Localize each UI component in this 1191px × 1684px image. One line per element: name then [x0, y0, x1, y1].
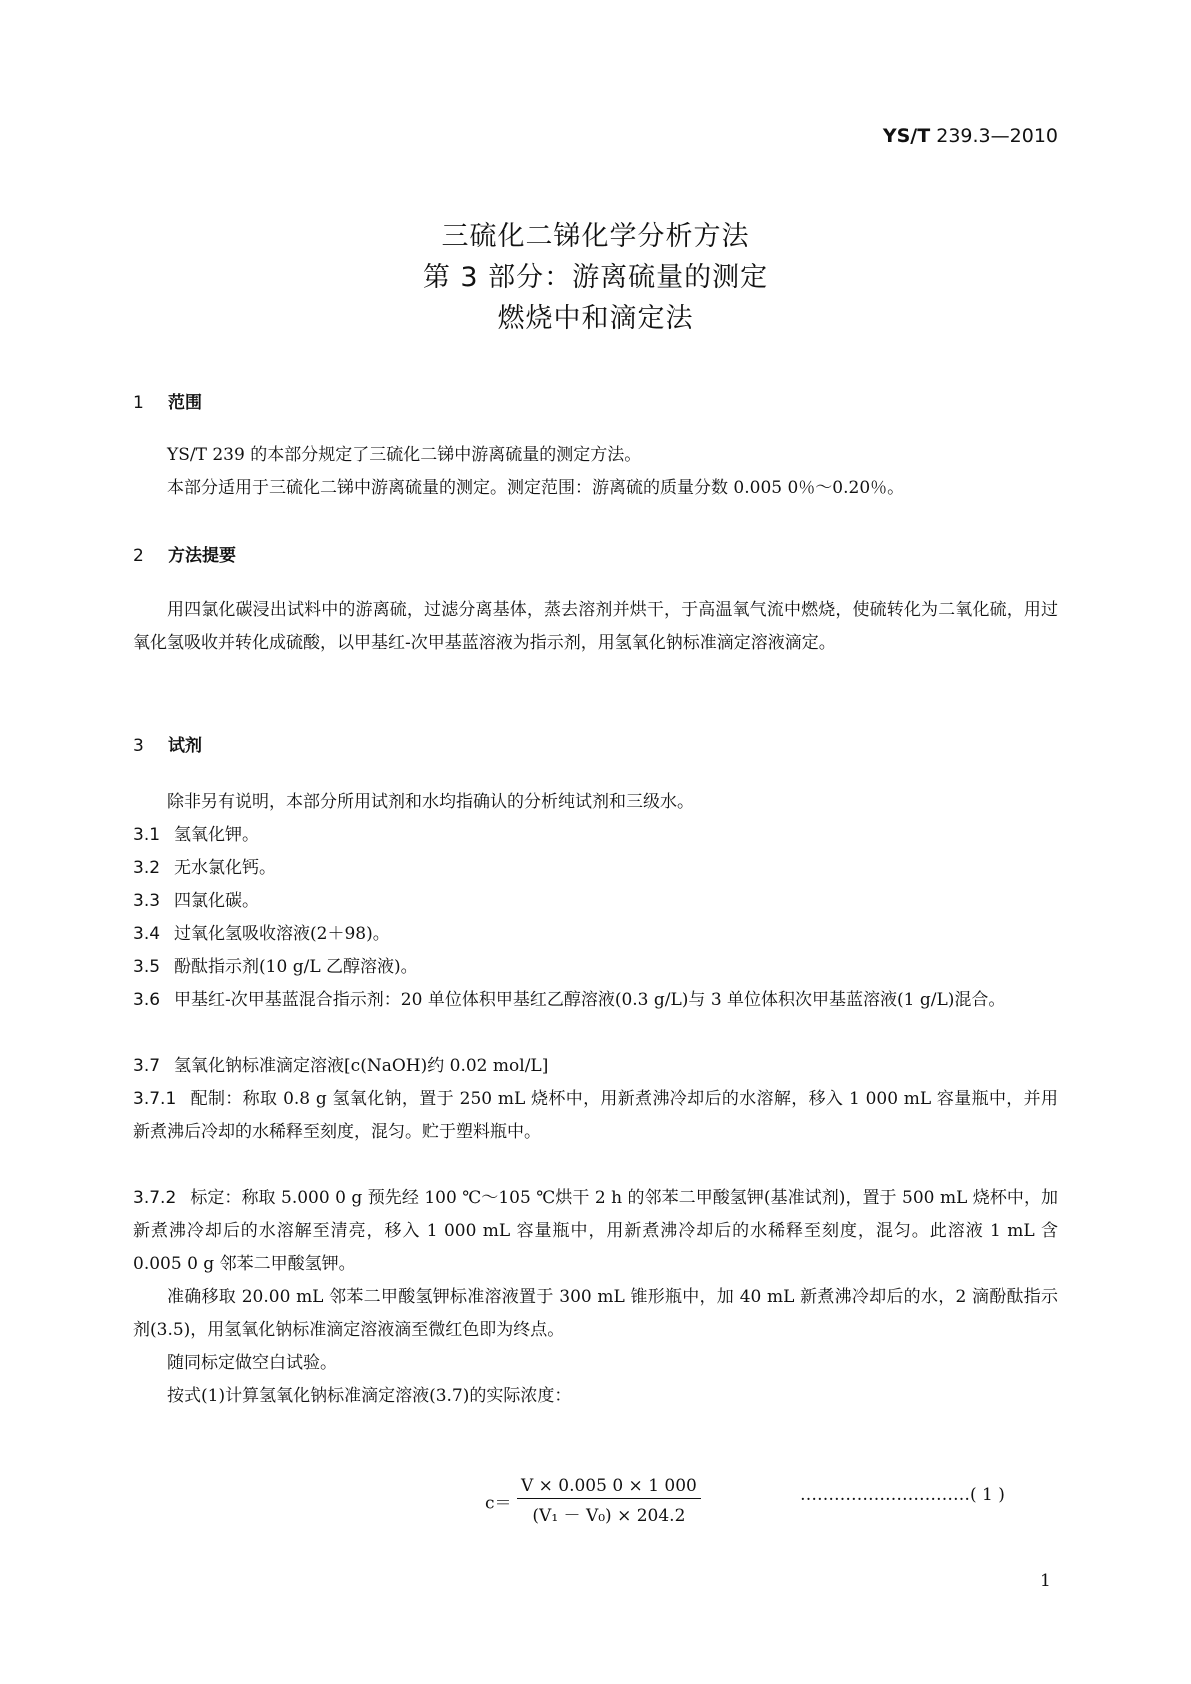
section-heading-reagents — [133, 731, 202, 756]
reagents-intro: 除非另有说明，本部分所用试剂和水均指确认的分析纯试剂和三级水。 — [167, 792, 694, 812]
scope-paragraph-1: YS/T 239 的本部分规定了三硫化二锑中游离硫量的测定方法。 — [167, 445, 642, 465]
standard-number — [0, 125, 1058, 147]
section-number: 2 — [133, 546, 144, 566]
clause-text: 无水氯化钙。 — [174, 858, 277, 878]
reagent-item — [133, 1050, 1058, 1083]
section-title: 方法提要 — [168, 546, 236, 566]
reagent-item — [133, 951, 1058, 984]
clause-text: 标定：称取 5.000 0 g 预先经 100 ℃～105 ℃烘干 2 h 的邻苯二甲酸氢钾(基准试剂)，置于 500 mL 烧杯中，加新煮沸冷却后的水溶解至清亮，移入 1 000 mL 容量瓶中，用新煮沸冷却后的水稀释至刻度，混匀。此溶液 1 mL 含 0.005 0 g 邻苯二甲酸氢钾。 — [133, 1188, 1058, 1274]
section-title: 范围 — [168, 393, 202, 413]
clause-number: 3.7 — [133, 1056, 161, 1076]
calibration-paragraph-2: 随同标定做空白试验。 — [167, 1353, 337, 1373]
section-heading-principle — [133, 541, 236, 566]
reagent-item — [133, 885, 1058, 918]
formula-fraction — [517, 1476, 701, 1526]
clause-number: 3.2 — [133, 858, 161, 878]
clause-text: 甲基红-次甲基蓝混合指示剂：20 单位体积甲基红乙醇溶液(0.3 g/L)与 3 单位体积次甲基蓝溶液(1 g/L)混合。 — [174, 990, 1006, 1010]
section-number: 1 — [133, 393, 144, 413]
calibration-paragraph-3: 按式(1)计算氢氧化钠标准滴定溶液(3.7)的实际浓度： — [167, 1386, 572, 1406]
section-title: 试剂 — [168, 736, 202, 756]
page-number: 1 — [1040, 1571, 1051, 1591]
section-number: 3 — [133, 736, 144, 756]
doc-title-line-2: 第 3 部分：游离硫量的测定 — [422, 262, 769, 293]
reagent-item — [133, 918, 1058, 951]
reagent-item — [133, 852, 1058, 885]
reagent-item — [133, 984, 1058, 1017]
doc-title-line-3: 燃烧中和滴定法 — [497, 303, 694, 334]
clause-number: 3.7.1 — [133, 1089, 177, 1109]
reagent-item — [133, 1083, 1058, 1149]
clause-text: 四氯化碳。 — [174, 891, 260, 911]
calibration-paragraph-1: 准确移取 20.00 mL 邻苯二甲酸氢钾标准溶液置于 300 mL 锥形瓶中，加 40 mL 新煮沸冷却后的水，2 滴酚酞指示剂(3.5)，用氢氧化钠标准滴定溶液滴至微红色即为终点。 — [133, 1287, 1058, 1340]
equation-number: …………………………( 1 ) — [800, 1485, 1005, 1505]
formula-lhs: c＝ — [485, 1493, 512, 1514]
formula-denominator: (V₁ － V₀) × 204.2 — [532, 1506, 686, 1526]
clause-number: 3.6 — [133, 990, 161, 1010]
concentration-formula — [485, 1476, 701, 1526]
clause-number: 3.7.2 — [133, 1188, 177, 1208]
clause-text: 氢氧化钾。 — [174, 825, 260, 845]
clause-text: 过氧化氢吸收溶液(2＋98)。 — [174, 924, 390, 944]
doc-title-line-1: 三硫化二锑化学分析方法 — [441, 221, 750, 252]
principle-paragraph: 用四氯化碳浸出试料中的游离硫，过滤分离基体，蒸去溶剂并烘干，于高温氧气流中燃烧，使硫转化为二氧化硫，用过氧化氢吸收并转化成硫酸，以甲基红-次甲基蓝溶液为指示剂，用氢氧化钠标准滴定溶液滴定。 — [133, 600, 1058, 653]
clause-text: 酚酞指示剂(10 g/L 乙醇溶液)。 — [174, 957, 418, 977]
reagent-item — [133, 819, 1058, 852]
standard-code: 239.3—2010 — [930, 125, 1058, 147]
clause-number: 3.1 — [133, 825, 161, 845]
reagent-item — [133, 1182, 1058, 1281]
scope-paragraph-2: 本部分适用于三硫化二锑中游离硫量的测定。测定范围：游离硫的质量分数 0.005 0％～0.20％。 — [167, 478, 905, 498]
clause-text: 氢氧化钠标准滴定溶液[c(NaOH)约 0.02 mol/L] — [174, 1056, 549, 1076]
clause-number: 3.4 — [133, 924, 161, 944]
section-heading-scope — [133, 388, 202, 413]
clause-number: 3.5 — [133, 957, 161, 977]
formula-numerator: V × 0.005 0 × 1 000 — [517, 1476, 701, 1499]
standard-prefix: YS/T — [882, 125, 931, 147]
clause-text: 配制：称取 0.8 g 氢氧化钠，置于 250 mL 烧杯中，用新煮沸冷却后的水溶解，移入 1 000 mL 容量瓶中，并用新煮沸后冷却的水稀释至刻度，混匀。贮于塑料瓶中。 — [133, 1089, 1058, 1142]
clause-number: 3.3 — [133, 891, 161, 911]
